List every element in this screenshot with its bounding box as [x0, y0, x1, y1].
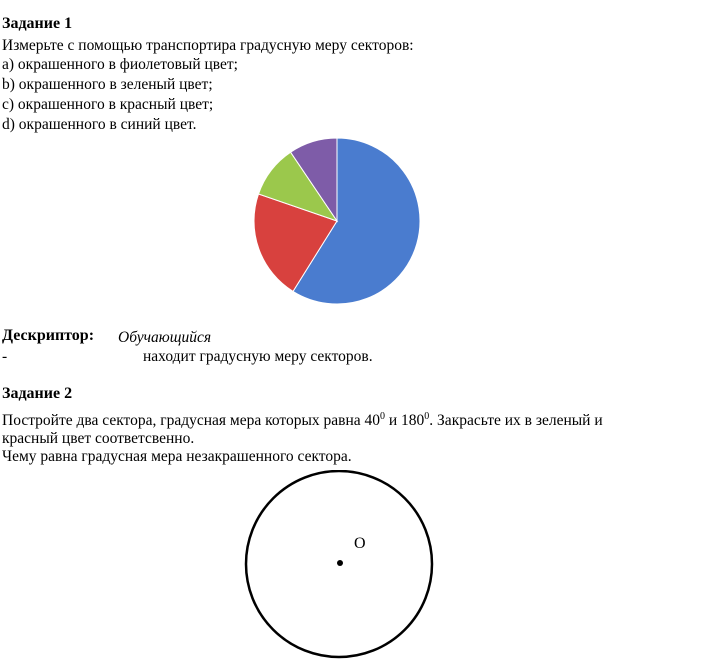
center-point: [337, 560, 343, 566]
task2-line3: Чему равна градусная мера незакрашенного сектора.: [2, 448, 352, 465]
task2-line2: красный цвет соответсвенно.: [2, 430, 195, 447]
task2-heading: Задание 2: [2, 385, 73, 402]
circle-diagram: [240, 470, 440, 660]
task1-instruction: Измерьте с помощью транспортира градусную меру секторов:: [2, 37, 414, 54]
descriptor-label: Дескриптор:: [2, 327, 95, 344]
task1-item-b: b) окрашенного в зеленый цвет;: [2, 76, 213, 93]
task1-item-a: a) окрашенного в фиолетовый цвет;: [2, 56, 238, 73]
pie-chart: [250, 134, 426, 310]
descriptor-subject: Обучающийся: [118, 329, 212, 346]
task1-heading: Задание 1: [2, 15, 73, 32]
task1-item-c: c) окрашенного в красный цвет;: [2, 96, 214, 113]
descriptor-text: находит градусную меру секторов.: [143, 348, 373, 365]
task1-item-d: d) окрашенного в синий цвет.: [2, 116, 197, 133]
task2-line1-pre: Постройте два сектора, градусная мера которых равна 40: [2, 412, 380, 429]
descriptor-bullet: -: [2, 348, 8, 365]
center-label: O: [354, 535, 366, 552]
task2-line1: [2, 411, 603, 430]
degree-mark-2: 0: [424, 410, 430, 422]
task2-line1-mid: и 180: [385, 412, 425, 429]
task2-line1-post: . Закрасьте их в зеленый и: [429, 412, 603, 429]
degree-mark-1: 0: [380, 410, 385, 422]
